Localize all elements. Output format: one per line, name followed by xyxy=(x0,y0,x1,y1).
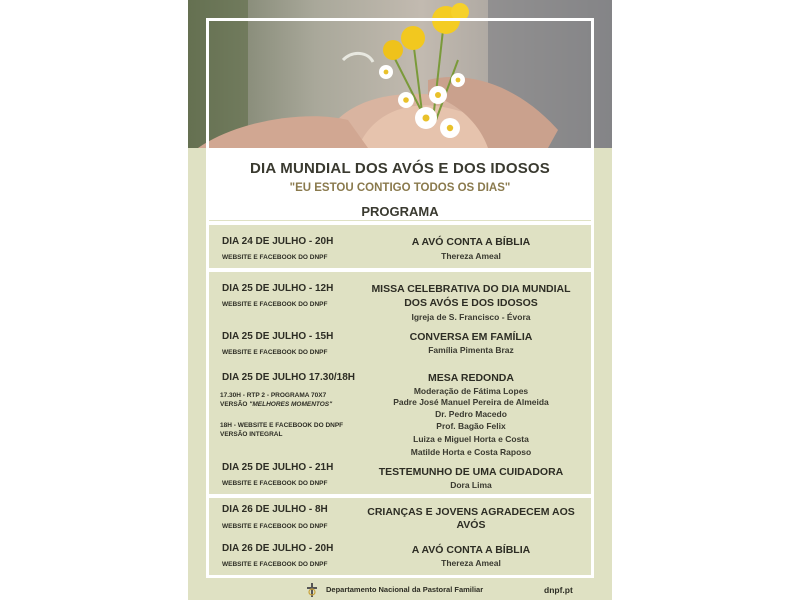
entry-title-line: MISSA CELEBRATIVA DO DIA MUNDIAL xyxy=(371,283,571,295)
entry-date: DIA 25 DE JULHO 17.30/18H xyxy=(222,372,356,383)
rtp-version-name: "MELHORES MOMENTOS" xyxy=(249,401,333,408)
entry-channel: WEBSITE E FACEBOOK DO DNPF xyxy=(222,254,328,261)
entry-date: DIA 26 DE JULHO - 8H xyxy=(222,504,328,515)
divider xyxy=(208,494,592,498)
programa-heading: PROGRAMA xyxy=(361,204,439,219)
web-version-line: VERSÃO INTEGRAL xyxy=(220,431,283,438)
entry-channel: WEBSITE E FACEBOOK DO DNPF xyxy=(222,523,328,530)
entry-channel: WEBSITE E FACEBOOK DO DNPF xyxy=(222,561,328,568)
entry-title: A AVÓ CONTA A BÍBLIA xyxy=(411,236,531,248)
participant: Prof. Bagão Felix xyxy=(436,421,506,431)
entry-channel: WEBSITE E FACEBOOK DO DNPF xyxy=(222,301,328,308)
entry-date: DIA 24 DE JULHO - 20H xyxy=(222,236,334,247)
entry-channel: WEBSITE E FACEBOOK DO DNPF xyxy=(222,480,328,487)
entry-date: DIA 25 DE JULHO - 15H xyxy=(222,331,334,342)
entry-title: MESA REDONDA xyxy=(428,372,514,384)
entry-subtitle: Dora Lima xyxy=(450,480,492,490)
divider xyxy=(208,221,592,225)
rtp-version-prefix: VERSÃO xyxy=(220,401,250,408)
participant: Padre José Manuel Pereira de Almeida xyxy=(393,397,549,407)
entry-date: DIA 25 DE JULHO - 21H xyxy=(222,462,334,473)
hands-flowers-photo xyxy=(188,0,612,148)
entry-subtitle: Igreja de S. Francisco - Évora xyxy=(411,312,531,322)
entry-title-line: CRIANÇAS E JOVENS AGRADECEM AOS xyxy=(367,506,575,518)
participant: Luiza e Miguel Horta e Costa xyxy=(413,434,529,444)
poster xyxy=(188,0,612,600)
entry-title: A AVÓ CONTA A BÍBLIA xyxy=(411,544,531,556)
entry-subtitle: Thereza Ameal xyxy=(441,251,501,261)
entry-title-line: AVÓS xyxy=(456,519,486,531)
footer xyxy=(188,578,612,600)
rtp-version-line xyxy=(220,401,332,409)
entry-title-line: DOS AVÓS E DOS IDOSOS xyxy=(404,297,538,309)
participant: Dr. Pedro Macedo xyxy=(435,409,507,419)
photo-illustration xyxy=(188,0,612,148)
participant: Matilde Horta e Costa Raposo xyxy=(410,447,532,457)
entry-title: CONVERSA EM FAMÍLIA xyxy=(409,331,533,343)
divider xyxy=(208,268,592,272)
entry-subtitle: Thereza Ameal xyxy=(441,558,501,568)
organization-name: Departamento Nacional da Pastoral Familiar xyxy=(326,585,484,594)
website-url[interactable]: dnpf.pt xyxy=(544,585,573,595)
cross-logo-icon xyxy=(306,583,318,597)
poster-title: DIA MUNDIAL DOS AVÓS E DOS IDOSOS xyxy=(250,160,550,177)
entry-date: DIA 25 DE JULHO - 12H xyxy=(222,283,334,294)
entry-subtitle: Família Pimenta Braz xyxy=(428,345,514,355)
entry-channel: WEBSITE E FACEBOOK DO DNPF xyxy=(222,349,328,356)
participant: Moderação de Fátima Lopes xyxy=(413,386,529,396)
poster-subtitle: "EU ESTOU CONTIGO TODOS OS DIAS" xyxy=(289,182,511,194)
entry-title: TESTEMUNHO DE UMA CUIDADORA xyxy=(378,466,564,478)
web-broadcast-line: 18H - WEBSITE E FACEBOOK DO DNPF xyxy=(220,422,344,429)
entry-date: DIA 26 DE JULHO - 20H xyxy=(222,543,334,554)
rtp-broadcast-line: 17.30H - RTP 2 - PROGRAMA 70X7 xyxy=(220,392,327,399)
